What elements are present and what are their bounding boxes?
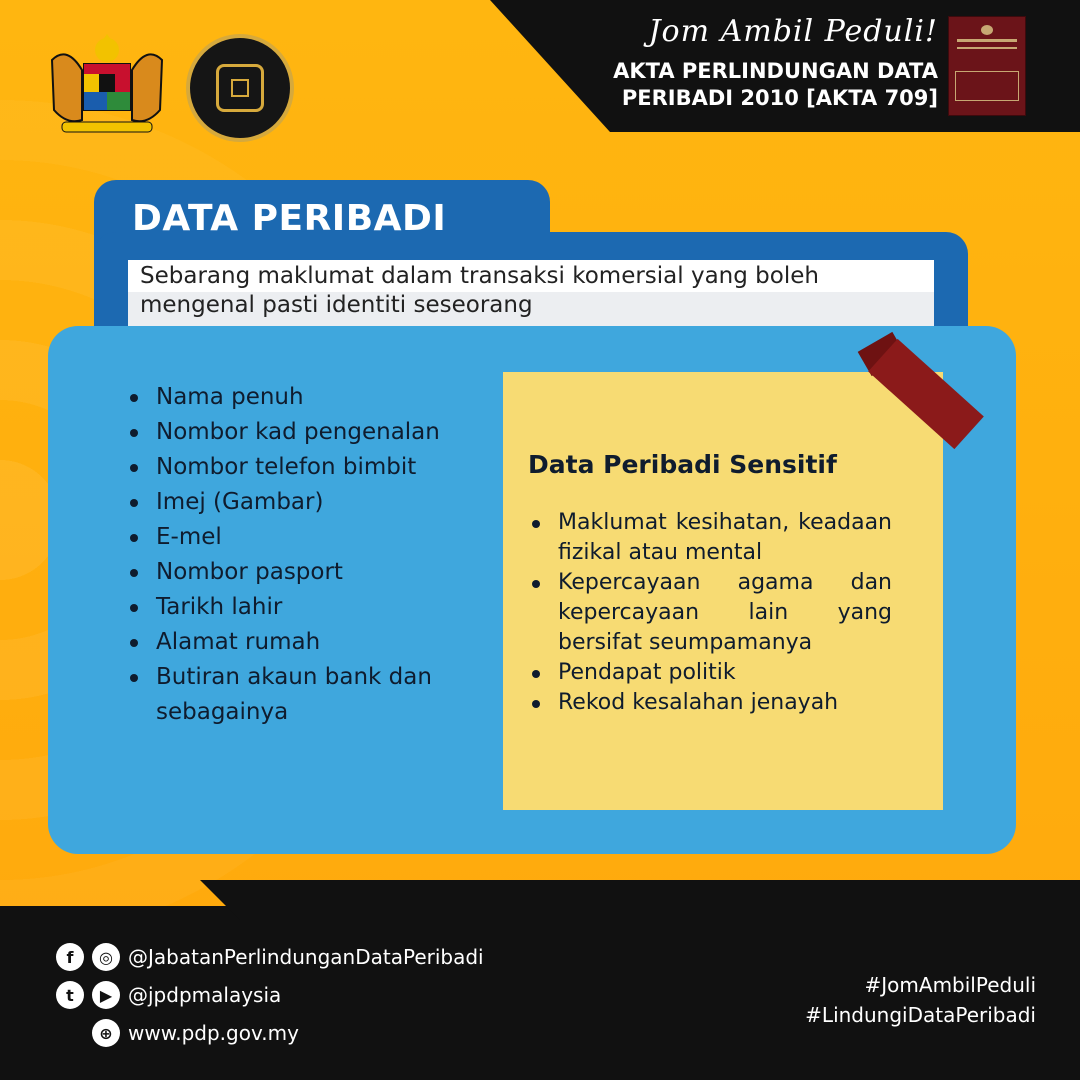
list-item: Tarikh lahir bbox=[130, 590, 496, 625]
act-title bbox=[560, 58, 938, 112]
list-item: Kepercayaan agama dan kepercayaan lain yang bersifat seumpamanya bbox=[532, 568, 892, 658]
sensitive-data-title: Data Peribadi Sensitif bbox=[528, 450, 837, 479]
list-item: Butiran akaun bank dan sebagainya bbox=[130, 660, 496, 730]
department-seal-logo bbox=[186, 34, 294, 142]
act-title-line2: PERIBADI 2010 [AKTA 709] bbox=[621, 86, 938, 110]
list-item: Nombor telefon bimbit bbox=[130, 450, 496, 485]
instagram-icon[interactable]: ◎ bbox=[92, 943, 120, 971]
list-item: Maklumat kesihatan, keadaan fizikal atau mental bbox=[532, 508, 892, 568]
hashtags bbox=[805, 970, 1036, 1030]
act-book-icon bbox=[948, 16, 1026, 116]
list-item: Nama penuh bbox=[130, 380, 496, 415]
act-title-line1: AKTA PERLINDUNGAN DATA bbox=[613, 59, 938, 83]
personal-data-list bbox=[130, 380, 496, 730]
list-item: Nombor pasport bbox=[130, 555, 496, 590]
website-link[interactable]: www.pdp.gov.my bbox=[128, 1021, 299, 1045]
social-handle[interactable]: @jpdpmalaysia bbox=[128, 983, 282, 1007]
definition-text: Sebarang maklumat dalam transaksi komersial yang boleh mengenal pasti identiti seseorang bbox=[140, 263, 819, 318]
hashtag: #JomAmbilPeduli bbox=[864, 973, 1036, 997]
twitter-icon[interactable]: t bbox=[56, 981, 84, 1009]
coat-of-arms-logo bbox=[32, 30, 182, 140]
social-row-facebook-instagram bbox=[56, 942, 484, 972]
facebook-icon[interactable]: f bbox=[56, 943, 84, 971]
sensitive-data-list bbox=[532, 508, 892, 718]
footer-accent bbox=[200, 880, 1080, 920]
list-item: Rekod kesalahan jenayah bbox=[532, 688, 892, 718]
hashtag: #LindungiDataPeribadi bbox=[805, 1003, 1036, 1027]
list-item: Nombor kad pengenalan bbox=[130, 415, 496, 450]
folder-title: DATA PERIBADI bbox=[132, 198, 447, 239]
website-row bbox=[92, 1018, 299, 1048]
list-item: E-mel bbox=[130, 520, 496, 555]
youtube-icon[interactable]: ▶ bbox=[92, 981, 120, 1009]
slogan: Jom Ambil Peduli! bbox=[648, 14, 938, 49]
social-row-twitter-youtube bbox=[56, 980, 281, 1010]
list-item: Alamat rumah bbox=[130, 625, 496, 660]
list-item: Pendapat politik bbox=[532, 658, 892, 688]
list-item: Imej (Gambar) bbox=[130, 485, 496, 520]
globe-icon: ⊕ bbox=[92, 1019, 120, 1047]
social-handle[interactable]: @JabatanPerlindunganDataPeribadi bbox=[128, 945, 484, 969]
